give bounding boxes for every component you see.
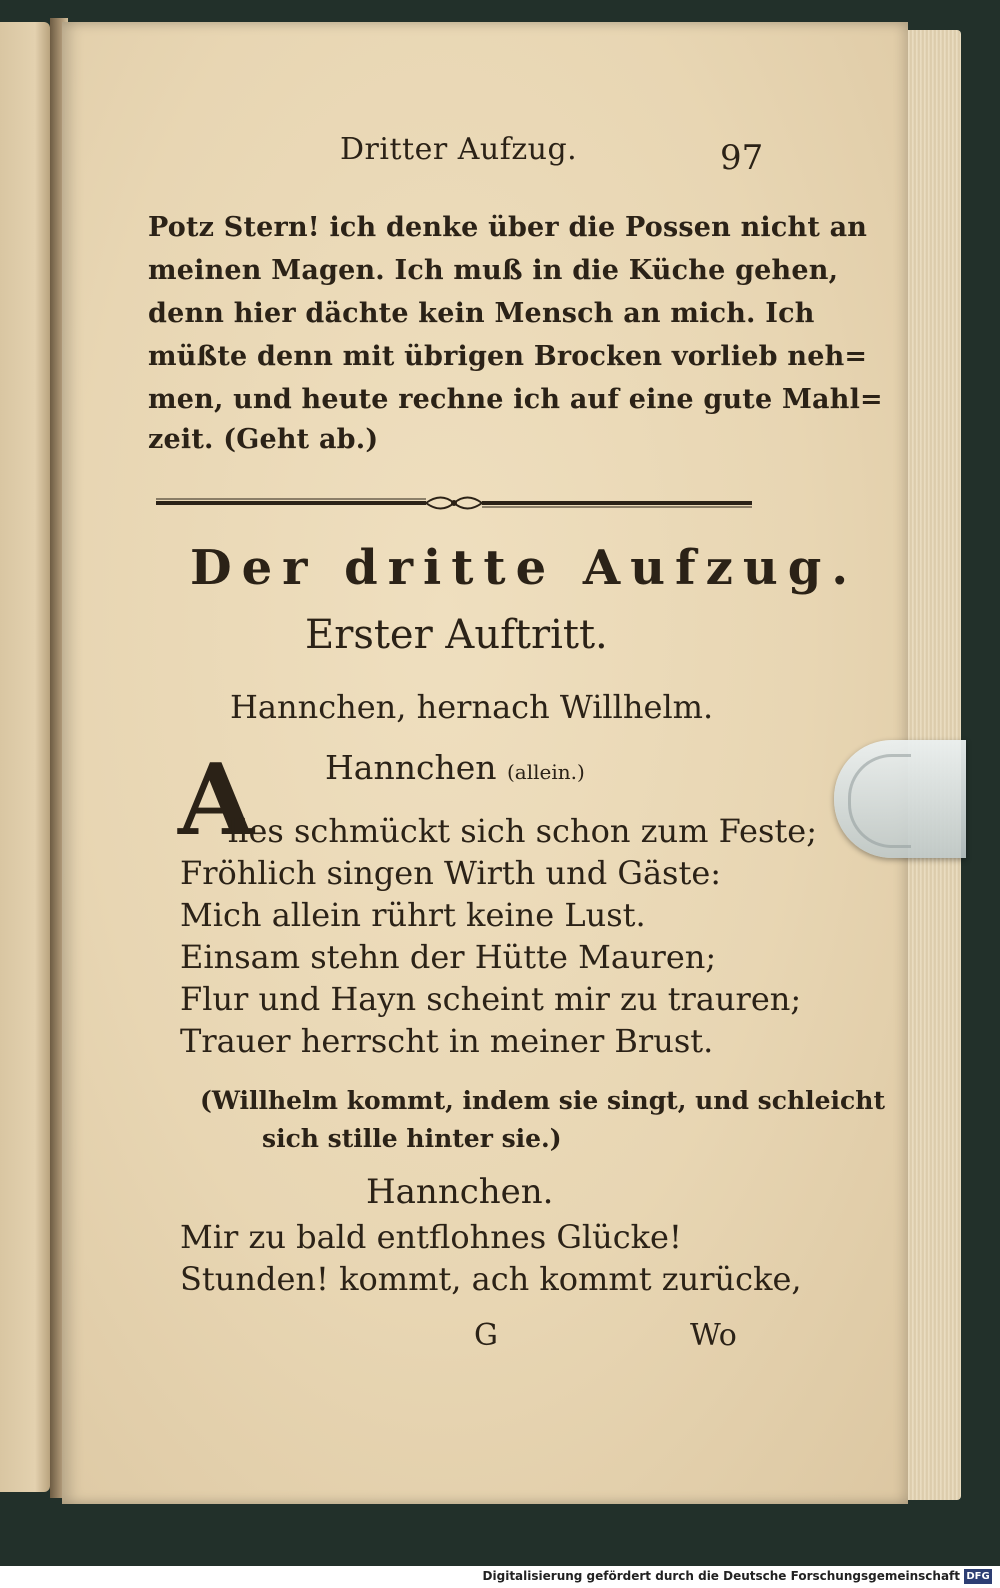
scene-title: Erster Auftritt. xyxy=(305,612,608,658)
prose-line: müßte denn mit übrigen Brocken vorlieb neh= xyxy=(148,341,868,372)
act-title: Der dritte Aufzug. xyxy=(190,540,859,596)
ornamental-rule xyxy=(156,492,752,514)
stage-direction-inline: (allein.) xyxy=(506,760,585,784)
page-clamp xyxy=(834,740,966,858)
footer-bar xyxy=(0,1566,1000,1588)
speaker-name: Hannchen. xyxy=(366,1172,554,1212)
page-number: 97 xyxy=(720,138,764,178)
facing-page-edge xyxy=(0,22,50,1492)
speaker-label: Hannchen xyxy=(325,748,497,787)
prose-line: Potz Stern! ich denke über die Possen nicht an xyxy=(148,212,868,243)
stage-direction: sich stille hinter sie.) xyxy=(262,1124,562,1153)
verse-line: Mich allein rührt keine Lust. xyxy=(180,896,646,934)
verse-line: Flur und Hayn scheint mir zu trauren; xyxy=(180,980,802,1018)
drop-cap: A xyxy=(178,743,255,858)
stage-direction: (Willhelm kommt, indem sie singt, und schleicht xyxy=(200,1086,885,1115)
catchword: Wo xyxy=(690,1318,737,1353)
verse-line: Trauer herrscht in meiner Brust. xyxy=(180,1022,714,1060)
verse-line: lles schmückt sich schon zum Feste; xyxy=(228,812,817,850)
prose-line: men, und heute rechne ich auf eine gute Mahl= xyxy=(148,384,883,415)
dfg-logo: DFG xyxy=(964,1569,992,1584)
character-list: Hannchen, hernach Willhelm. xyxy=(230,688,714,726)
speaker-name xyxy=(325,748,585,787)
funding-credit: Digitalisierung gefördert durch die Deutsche Forschungsgemeinschaft xyxy=(482,1569,960,1583)
prose-line: zeit. (Geht ab.) xyxy=(148,424,379,455)
prose-line: meinen Magen. Ich muß in die Küche gehen, xyxy=(148,255,839,286)
running-head: Dritter Aufzug. xyxy=(340,132,578,167)
verse-line: Stunden! kommt, ach kommt zurücke, xyxy=(180,1260,802,1298)
verse-line: Mir zu bald entflohnes Glücke! xyxy=(180,1218,682,1256)
prose-line: denn hier dächte kein Mensch an mich. Ich xyxy=(148,298,815,329)
signature-mark: G xyxy=(474,1318,498,1353)
verse-line: Fröhlich singen Wirth und Gäste: xyxy=(180,854,722,892)
verse-line: Einsam stehn der Hütte Mauren; xyxy=(180,938,717,976)
page-clamp-highlight xyxy=(848,754,911,848)
